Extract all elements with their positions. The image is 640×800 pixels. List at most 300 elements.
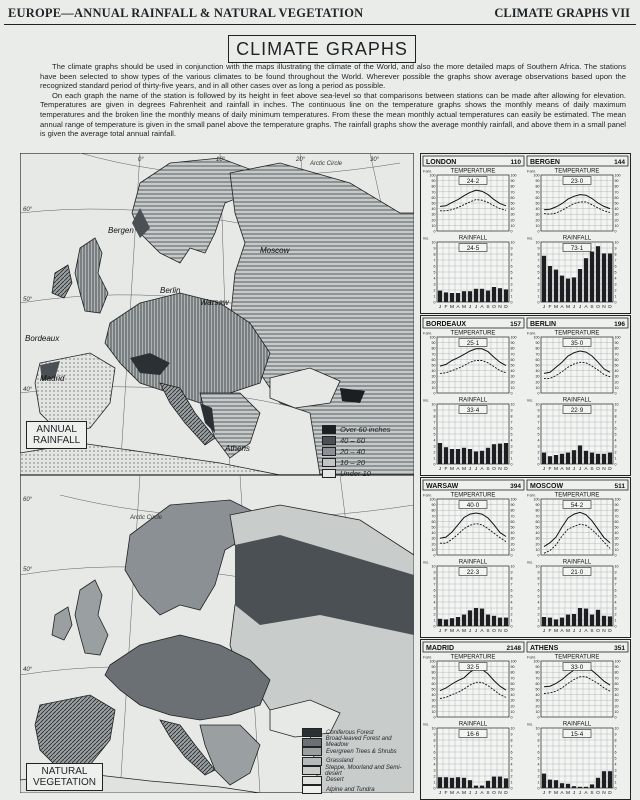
month-label: N <box>498 467 502 472</box>
month-label: D <box>504 305 508 310</box>
rainfall-tick: 2 <box>537 612 540 617</box>
rainfall-tick: 2 <box>614 774 617 779</box>
month-label: S <box>486 791 490 796</box>
rainfall-tick: 10 <box>535 240 540 245</box>
rainfall-bar <box>504 443 508 464</box>
temperature-heading: TEMPERATURE <box>450 330 496 337</box>
rainfall-tick: 2 <box>614 612 617 617</box>
temperature-tick: 30 <box>510 374 515 379</box>
month-label: M <box>554 791 558 796</box>
rainfall-bar <box>450 449 454 464</box>
rainfall-tick: 8 <box>614 576 617 581</box>
intro-text <box>40 62 626 139</box>
month-label: J <box>438 467 442 472</box>
temperature-tick: 60 <box>510 681 515 686</box>
temperature-tick: 0 <box>614 229 617 234</box>
rainfall-tick: 6 <box>614 264 617 269</box>
station-cell-bordeaux <box>421 316 526 474</box>
temperature-tick: 100 <box>510 497 517 502</box>
temperature-tick: 70 <box>535 676 540 681</box>
month-label: J <box>572 791 576 796</box>
annual-rainfall-value: 24·5 <box>466 244 480 252</box>
rainfall-tick: 6 <box>433 264 436 269</box>
month-label: N <box>498 305 502 310</box>
rainfall-tick: 10 <box>510 402 515 407</box>
temperature-tick: 0 <box>614 391 617 396</box>
temperature-tick: 50 <box>535 687 540 692</box>
month-label: J <box>468 791 472 796</box>
rainfall-tick: 10 <box>535 726 540 731</box>
rainfall-bar <box>486 448 490 464</box>
temperature-tick: 70 <box>614 190 619 195</box>
month-label: M <box>554 629 558 634</box>
rainfall-tick: 7 <box>614 582 617 587</box>
rainfall-tick: 10 <box>510 240 515 245</box>
rainfall-tick: 7 <box>510 420 513 425</box>
temperature-tick: 10 <box>510 547 515 552</box>
rainfall-bar <box>548 456 552 464</box>
temperature-tick: 10 <box>431 385 436 390</box>
month-label: A <box>456 791 460 796</box>
rainfall-tick: 4 <box>614 438 617 443</box>
graph-block-2 <box>420 315 631 476</box>
rainfall-tick: 7 <box>510 582 513 587</box>
month-label: M <box>462 305 466 310</box>
annual-rainfall-value: 21·0 <box>570 568 584 576</box>
temperature-tick: 50 <box>614 687 619 692</box>
temperature-tick: 30 <box>431 374 436 379</box>
rainfall-tick: 10 <box>431 402 436 407</box>
fahr-label: Fahr. <box>527 168 537 174</box>
rainfall-bar <box>438 777 442 788</box>
month-label: M <box>450 467 454 472</box>
temperature-tick: 40 <box>431 531 436 536</box>
temperature-tick: 80 <box>535 670 540 675</box>
fahr-label: Fahr. <box>527 330 537 336</box>
rainfall-tick: 8 <box>433 252 436 257</box>
rainfall-tick: 1 <box>510 294 513 299</box>
temperature-tick: 90 <box>535 179 540 184</box>
rainfall-tick: 5 <box>433 270 436 275</box>
temperature-tick: 50 <box>431 363 436 368</box>
rainfall-tick: 3 <box>537 606 540 611</box>
month-label: O <box>492 467 496 472</box>
month-label: M <box>554 467 558 472</box>
rainfall-tick: 1 <box>433 618 436 623</box>
rainfall-heading: RAINFALL <box>562 235 592 242</box>
veg-graticule-60: 60° <box>23 497 33 503</box>
temperature-tick: 30 <box>431 212 436 217</box>
temperature-heading: TEMPERATURE <box>554 168 600 175</box>
temperature-heading: TEMPERATURE <box>450 168 496 175</box>
rainfall-tick: 8 <box>614 738 617 743</box>
rainfall-bar <box>578 608 582 626</box>
fahr-label: Fahr. <box>423 330 433 336</box>
month-label: J <box>438 791 442 796</box>
rainfall-tick: 10 <box>431 564 436 569</box>
rainfall-bar <box>560 454 564 464</box>
rainfall-bar <box>498 777 502 788</box>
temperature-tick: 90 <box>431 665 436 670</box>
rainfall-bar <box>438 619 442 626</box>
rainfall-bar <box>602 253 606 302</box>
month-label: J <box>578 629 582 634</box>
temperature-tick: 80 <box>510 508 515 513</box>
temperature-range-value: 33·0 <box>570 663 584 671</box>
station-graph <box>421 316 526 474</box>
month-label: M <box>462 467 466 472</box>
temperature-tick: 70 <box>614 352 619 357</box>
temperature-tick: 70 <box>431 352 436 357</box>
rainfall-tick: 6 <box>510 588 513 593</box>
rainfall-tick: 6 <box>614 750 617 755</box>
rainfall-tick: 10 <box>614 402 619 407</box>
temperature-tick: 20 <box>614 380 619 385</box>
fahr-label: Fahr. <box>423 654 433 660</box>
month-label: D <box>608 305 612 310</box>
temperature-tick: 40 <box>431 207 436 212</box>
temperature-tick: 100 <box>510 335 517 340</box>
month-label: F <box>548 629 552 634</box>
month-label: N <box>602 791 606 796</box>
rainfall-tick: 3 <box>537 444 540 449</box>
rainfall-bar <box>542 256 546 302</box>
annual-rainfall-value: 73·1 <box>570 244 584 252</box>
month-label: F <box>444 467 448 472</box>
station-name: MADRID <box>426 645 454 652</box>
temperature-tick: 60 <box>431 195 436 200</box>
month-label: N <box>498 629 502 634</box>
temperature-tick: 0 <box>433 391 436 396</box>
rainfall-tick: 2 <box>614 288 617 293</box>
graph-block-3 <box>420 477 631 638</box>
rainfall-bar <box>468 610 472 626</box>
rainfall-tick: 2 <box>433 774 436 779</box>
rainfall-bar <box>468 780 472 788</box>
rainfall-tick: 0 <box>614 624 617 629</box>
vegetation-map-label <box>26 763 103 791</box>
rainfall-tick: 2 <box>510 612 513 617</box>
rainfall-tick: 4 <box>510 600 513 605</box>
station-graph <box>525 640 630 798</box>
temperature-heading: TEMPERATURE <box>450 654 496 661</box>
temperature-tick: 60 <box>535 195 540 200</box>
month-label: F <box>444 791 448 796</box>
rainfall-tick: 6 <box>510 426 513 431</box>
temperature-tick: 30 <box>614 374 619 379</box>
rainfall-tick: 5 <box>433 756 436 761</box>
station-name: BORDEAUX <box>426 321 467 328</box>
rainfall-tick: 6 <box>537 588 540 593</box>
temperature-tick: 0 <box>614 715 617 720</box>
temperature-tick: 40 <box>614 693 619 698</box>
rainfall-bar <box>474 786 478 788</box>
temperature-tick: 20 <box>510 704 515 709</box>
graticule-0: 0° <box>138 157 144 163</box>
annual-rainfall-value: 33·4 <box>466 406 480 414</box>
rain-legend-label: Over 60 inches <box>340 425 391 434</box>
month-label: A <box>584 305 588 310</box>
rainfall-bar <box>504 618 508 626</box>
temperature-tick: 30 <box>431 698 436 703</box>
rainfall-tick: 3 <box>510 444 513 449</box>
temperature-tick: 20 <box>614 704 619 709</box>
rainfall-tick: 9 <box>510 732 513 737</box>
rainfall-tick: 9 <box>537 246 540 251</box>
rainfall-tick: 5 <box>537 594 540 599</box>
month-label: A <box>560 467 564 472</box>
rainfall-bar <box>444 619 448 626</box>
place-madrid: Madrid <box>40 374 65 383</box>
graph-block-4 <box>420 639 631 800</box>
temperature-tick: 100 <box>533 659 540 664</box>
rainfall-tick: 10 <box>614 726 619 731</box>
rainfall-tick: 1 <box>433 294 436 299</box>
ins-label: ins. <box>423 721 430 727</box>
ins-label: ins. <box>423 397 430 403</box>
rainfall-tick: 0 <box>537 462 540 467</box>
temperature-tick: 90 <box>510 179 515 184</box>
month-label: J <box>578 467 582 472</box>
rainfall-tick: 0 <box>510 300 513 305</box>
month-label: A <box>456 305 460 310</box>
rainfall-tick: 10 <box>510 564 515 569</box>
rainfall-tick: 8 <box>537 576 540 581</box>
temperature-tick: 10 <box>614 385 619 390</box>
station-graph <box>421 154 526 312</box>
temperature-tick: 50 <box>431 525 436 530</box>
rainfall-bar <box>602 454 606 464</box>
rainfall-tick: 6 <box>433 750 436 755</box>
rainfall-bar <box>444 447 448 464</box>
temperature-range-value: 24·2 <box>466 177 480 185</box>
rainfall-tick: 1 <box>433 456 436 461</box>
rainfall-bar <box>560 276 564 302</box>
temperature-range-value: 25·1 <box>466 339 480 347</box>
rainfall-bar <box>498 618 502 626</box>
temperature-tick: 40 <box>614 369 619 374</box>
month-label: M <box>450 629 454 634</box>
temperature-tick: 100 <box>429 335 436 340</box>
rainfall-bar <box>608 253 612 302</box>
rainfall-tick: 4 <box>537 600 540 605</box>
month-label: J <box>438 305 442 310</box>
month-label: A <box>584 791 588 796</box>
rainfall-bar <box>548 780 552 788</box>
rainfall-bar <box>566 279 570 302</box>
temperature-heading: TEMPERATURE <box>450 492 496 499</box>
rainfall-bar <box>578 787 582 788</box>
header-rule <box>4 24 636 25</box>
temperature-tick: 80 <box>535 184 540 189</box>
temperature-tick: 100 <box>614 497 621 502</box>
month-label: A <box>456 467 460 472</box>
temperature-heading: TEMPERATURE <box>554 330 600 337</box>
temperature-tick: 20 <box>510 218 515 223</box>
rainfall-tick: 1 <box>614 618 617 623</box>
veg-legend-label: Alpine and Tundra <box>326 786 375 793</box>
station-graph <box>421 478 526 636</box>
rainfall-bar <box>584 258 588 302</box>
place-moscow: Moscow <box>260 246 290 255</box>
rainfall-tick: 6 <box>537 426 540 431</box>
rainfall-label-line1: ANNUAL <box>36 424 77 435</box>
rainfall-bar <box>438 291 442 302</box>
temperature-tick: 10 <box>535 385 540 390</box>
station-cell-london <box>421 154 526 312</box>
month-label: O <box>596 791 600 796</box>
rainfall-tick: 7 <box>510 258 513 263</box>
rainfall-bar <box>584 451 588 464</box>
month-label: O <box>596 467 600 472</box>
temperature-tick: 20 <box>614 542 619 547</box>
rainfall-bar <box>492 616 496 626</box>
temperature-tick: 100 <box>510 659 517 664</box>
rainfall-tick: 2 <box>510 288 513 293</box>
rainfall-bar <box>504 289 508 302</box>
rainfall-tick: 3 <box>614 606 617 611</box>
rainfall-bar <box>462 615 466 626</box>
temperature-tick: 60 <box>431 519 436 524</box>
rainfall-tick: 0 <box>510 462 513 467</box>
rainfall-heading: RAINFALL <box>562 559 592 566</box>
temperature-tick: 20 <box>535 218 540 223</box>
rainfall-tick: 0 <box>614 462 617 467</box>
rainfall-tick: 3 <box>433 282 436 287</box>
temperature-tick: 10 <box>431 547 436 552</box>
month-label: J <box>572 305 576 310</box>
rainfall-tick: 0 <box>433 624 436 629</box>
temperature-tick: 40 <box>431 693 436 698</box>
month-label: A <box>480 467 484 472</box>
rainfall-tick: 9 <box>433 732 436 737</box>
rainfall-tick: 4 <box>537 762 540 767</box>
temperature-tick: 80 <box>431 346 436 351</box>
temperature-tick: 80 <box>535 346 540 351</box>
rainfall-tick: 7 <box>614 420 617 425</box>
rain-legend-swatch <box>322 436 336 445</box>
rainfall-heading: RAINFALL <box>458 397 488 404</box>
temperature-tick: 90 <box>510 503 515 508</box>
rain-legend-label: Under 10 <box>340 469 371 478</box>
temperature-tick: 90 <box>535 665 540 670</box>
rainfall-tick: 6 <box>433 588 436 593</box>
temperature-tick: 0 <box>537 229 540 234</box>
station-cell-athens <box>525 640 630 798</box>
month-label: A <box>584 629 588 634</box>
ins-label: ins. <box>527 559 534 565</box>
station-name: ATHENS <box>530 645 559 652</box>
rainfall-tick: 10 <box>431 240 436 245</box>
rainfall-tick: 1 <box>510 618 513 623</box>
rainfall-tick: 5 <box>537 432 540 437</box>
rainfall-tick: 0 <box>537 300 540 305</box>
rainfall-tick: 1 <box>510 780 513 785</box>
fahr-label: Fahr. <box>423 168 433 174</box>
temperature-tick: 60 <box>431 681 436 686</box>
rain-legend-row <box>322 468 414 479</box>
rainfall-tick: 2 <box>433 612 436 617</box>
month-label: D <box>504 629 508 634</box>
rainfall-bar <box>596 454 600 464</box>
veg-legend-label: Desert <box>326 777 344 784</box>
month-label: D <box>504 791 508 796</box>
rainfall-map-label <box>26 421 87 449</box>
rainfall-bar <box>492 287 496 302</box>
rainfall-tick: 5 <box>614 594 617 599</box>
rainfall-bar <box>462 778 466 788</box>
temperature-tick: 10 <box>510 223 515 228</box>
rainfall-tick: 6 <box>537 750 540 755</box>
temperature-tick: 20 <box>431 380 436 385</box>
rainfall-tick: 3 <box>510 282 513 287</box>
rainfall-tick: 7 <box>537 582 540 587</box>
rainfall-tick: 4 <box>433 276 436 281</box>
veg-legend-row <box>302 776 414 786</box>
temperature-tick: 80 <box>614 184 619 189</box>
month-label: F <box>444 305 448 310</box>
rainfall-bar <box>468 291 472 302</box>
temperature-tick: 20 <box>614 218 619 223</box>
rainfall-tick: 9 <box>433 246 436 251</box>
month-label: M <box>462 791 466 796</box>
rainfall-bar <box>444 292 448 302</box>
month-label: D <box>608 467 612 472</box>
temperature-range-value: 54·2 <box>570 501 584 509</box>
month-label: J <box>468 305 472 310</box>
rainfall-bar <box>584 609 588 626</box>
rainfall-tick: 8 <box>510 576 513 581</box>
rainfall-tick: 8 <box>614 252 617 257</box>
temperature-tick: 10 <box>431 223 436 228</box>
rainfall-tick: 3 <box>537 282 540 287</box>
temperature-heading: TEMPERATURE <box>554 654 600 661</box>
month-label: N <box>602 467 606 472</box>
temperature-heading: TEMPERATURE <box>554 492 600 499</box>
vegetation-legend <box>302 728 414 795</box>
rainfall-bar <box>486 291 490 302</box>
graticule-20: 20° <box>296 157 306 163</box>
temperature-range-value: 23·0 <box>570 177 584 185</box>
rainfall-tick: 8 <box>537 414 540 419</box>
rainfall-tick: 5 <box>614 270 617 275</box>
rainfall-tick: 9 <box>537 732 540 737</box>
rainfall-tick: 4 <box>510 762 513 767</box>
station-graph <box>421 640 526 798</box>
rainfall-tick: 8 <box>510 414 513 419</box>
rainfall-bar <box>450 293 454 302</box>
rainfall-tick: 9 <box>510 570 513 575</box>
rainfall-tick: 8 <box>614 414 617 419</box>
month-label: J <box>542 791 546 796</box>
month-label: S <box>486 305 490 310</box>
temperature-tick: 60 <box>614 681 619 686</box>
month-label: J <box>578 305 582 310</box>
rainfall-bar <box>492 444 496 464</box>
rainfall-bar <box>572 614 576 626</box>
rainfall-bar <box>590 615 594 626</box>
veg-graticule-40: 40° <box>23 667 33 673</box>
temperature-tick: 80 <box>510 184 515 189</box>
month-label: O <box>492 305 496 310</box>
rainfall-bar <box>474 451 478 464</box>
veg-legend-label: Grassland <box>326 758 354 765</box>
rainfall-tick: 4 <box>614 276 617 281</box>
month-label: J <box>572 467 576 472</box>
rainfall-bar <box>504 778 508 788</box>
temperature-tick: 30 <box>535 212 540 217</box>
temperature-tick: 100 <box>533 335 540 340</box>
